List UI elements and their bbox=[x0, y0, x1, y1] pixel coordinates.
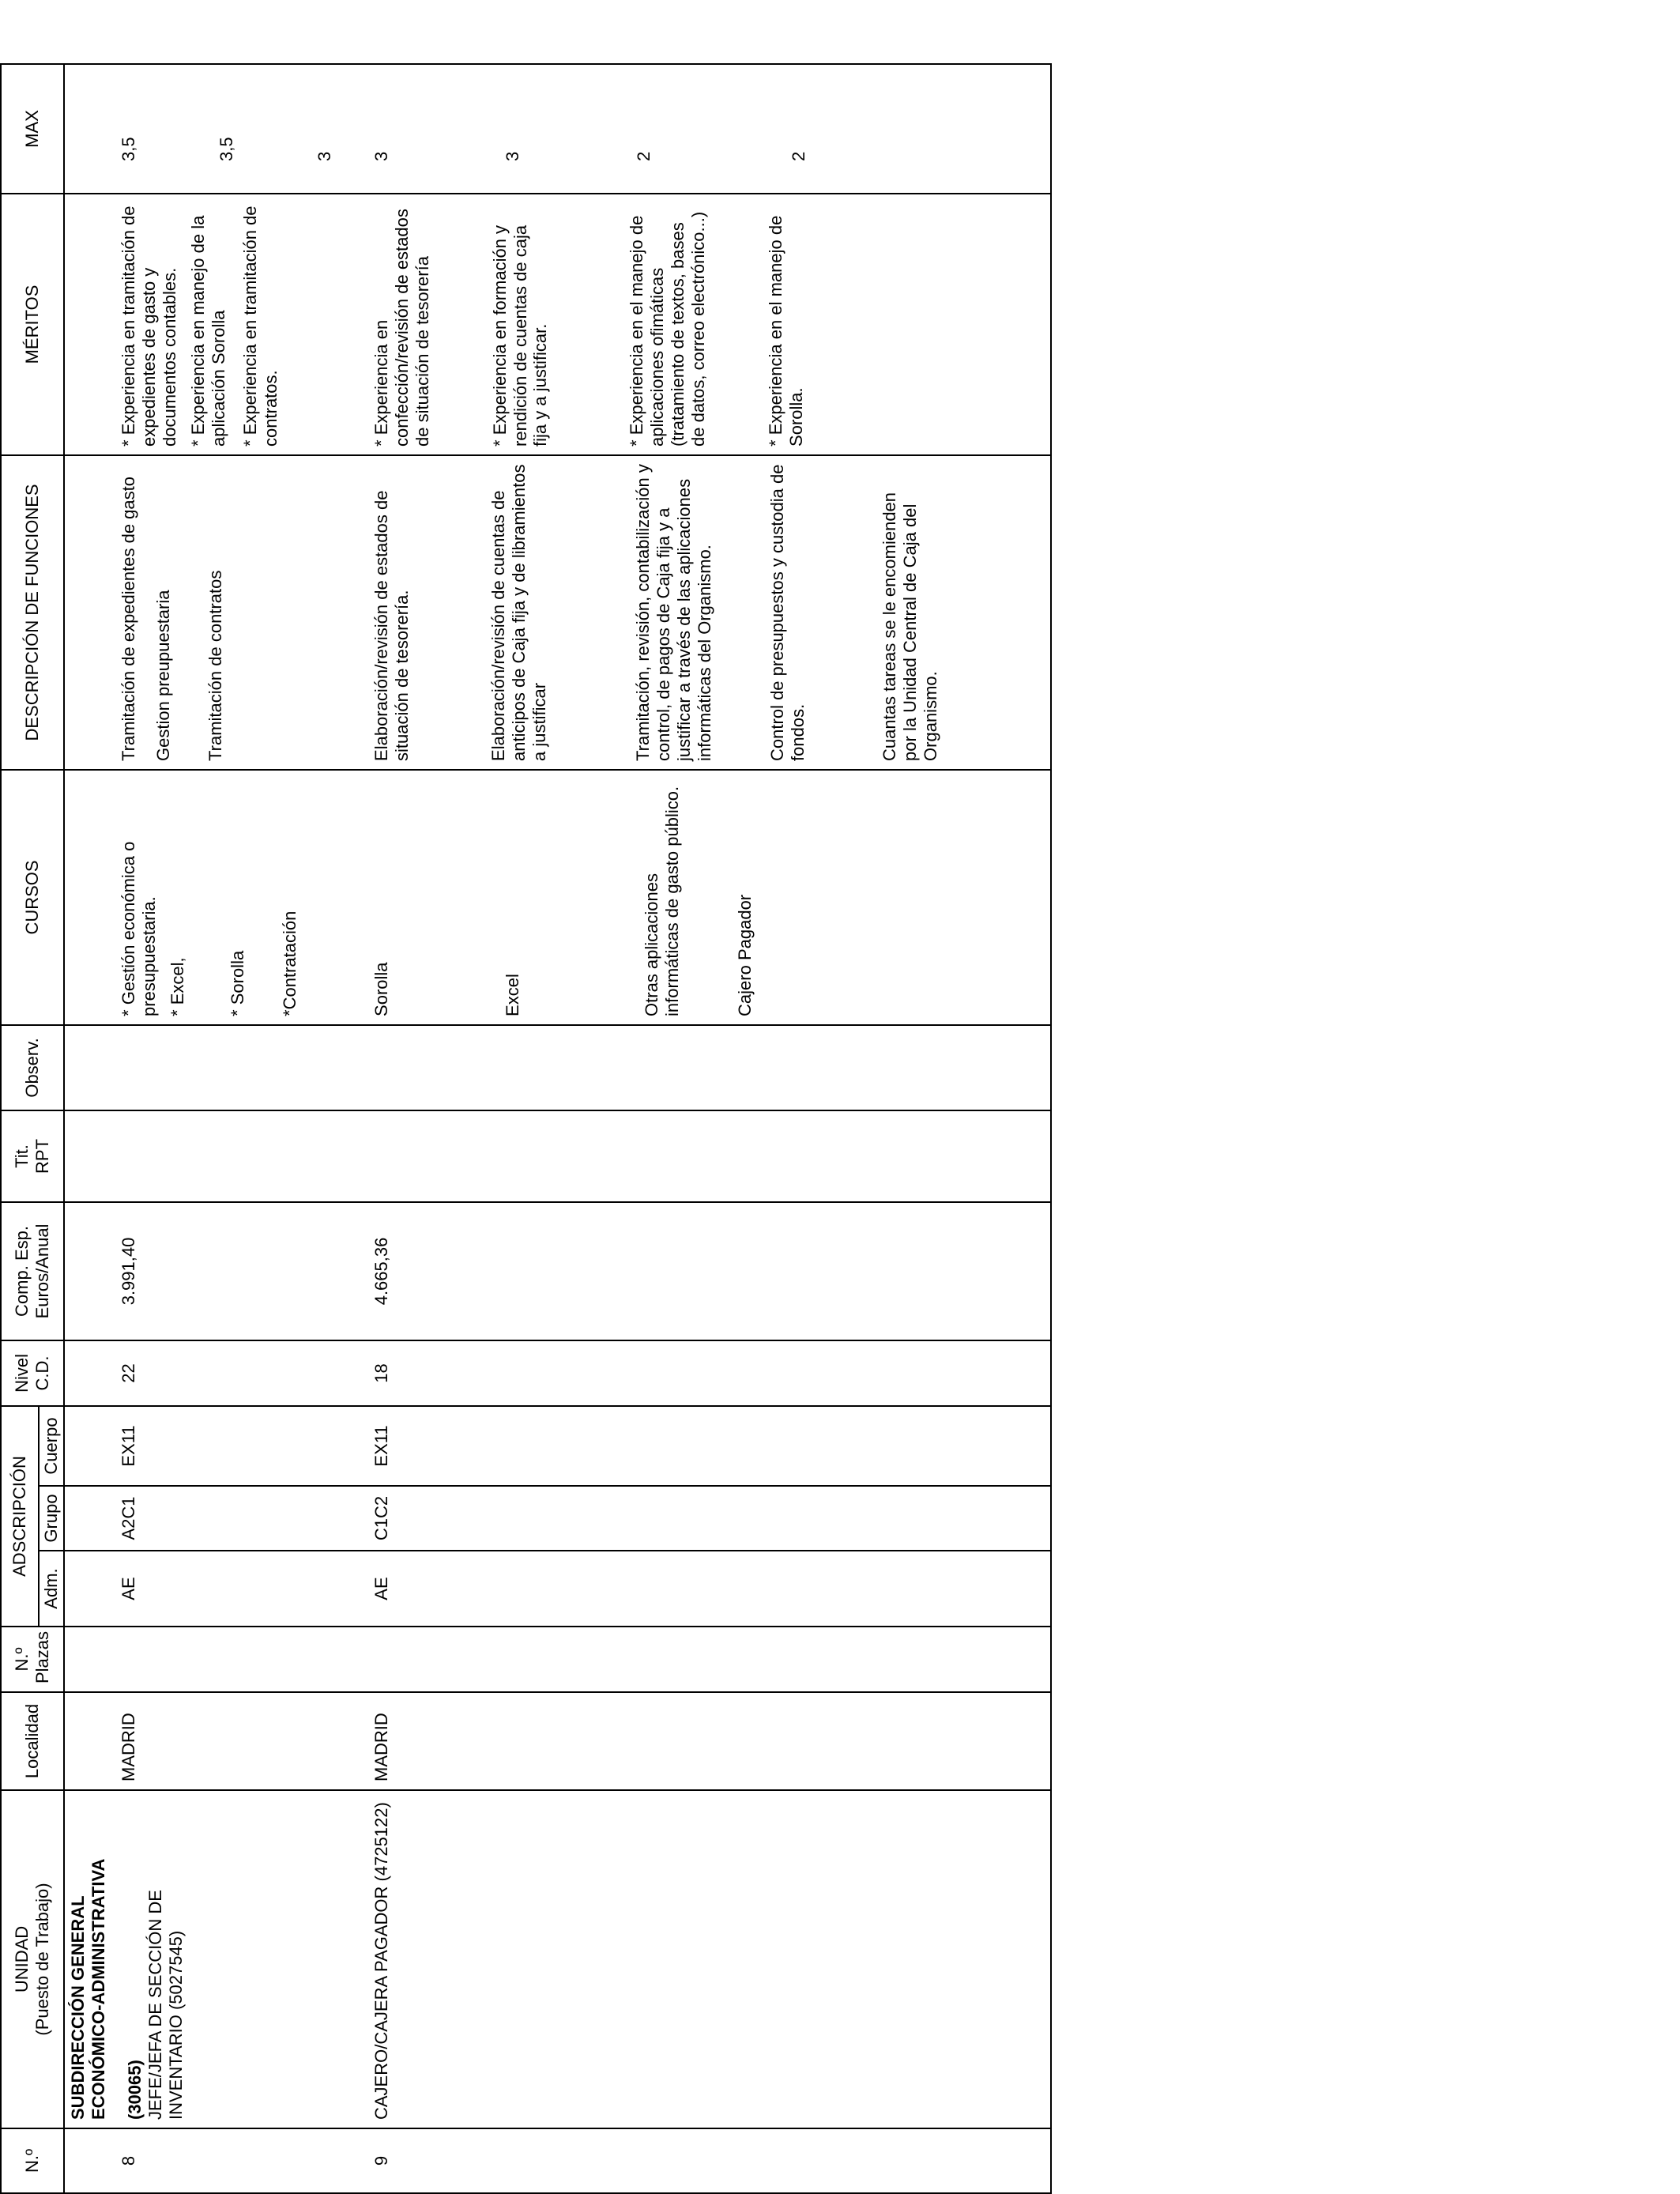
header-nivel-line2: C.D. bbox=[32, 1355, 52, 1391]
header-cursos: CURSOS bbox=[1, 770, 64, 1025]
row-tit bbox=[114, 1110, 340, 1202]
curso-item: Cajero Pagador bbox=[734, 894, 755, 1016]
unit-name bbox=[64, 1790, 114, 2128]
funcion-item: Cuantas tareas se le encomienden por la Unidad Central de Caja del Organismo. bbox=[880, 492, 941, 761]
row-cursos bbox=[340, 770, 946, 1025]
row-comp: 4.665,36 bbox=[340, 1202, 946, 1340]
header-localidad: Localidad bbox=[1, 1692, 64, 1790]
header-comp-line2: Euros/Anual bbox=[32, 1223, 52, 1319]
header-tit bbox=[1, 1110, 64, 1202]
funcion-item: Elaboración/revisión de estados de situación de tesorería. bbox=[371, 490, 412, 761]
funcion-item: Tramitación de expedientes de gasto bbox=[118, 477, 138, 761]
row-adm: AE bbox=[340, 1551, 946, 1627]
curso-item: * Excel, bbox=[167, 957, 187, 1016]
max-item: 2 bbox=[788, 151, 808, 161]
row-meritos bbox=[114, 194, 340, 455]
merito-item: * Experiencia en tramitación de expedientes de gasto y documentos contables. bbox=[118, 205, 179, 447]
funcion-item: Control de presupuestos y custodia de fondos. bbox=[767, 464, 808, 761]
row-cuerpo: EX11 bbox=[114, 1406, 340, 1486]
max-item: 3 bbox=[502, 151, 522, 161]
max-item: 2 bbox=[633, 151, 654, 161]
max-item: 3,5 bbox=[216, 137, 236, 161]
header-comp bbox=[1, 1202, 64, 1340]
header-tit-line1: Tit. bbox=[12, 1144, 32, 1168]
header-descripcion: DESCRIPCIÓN DE FUNCIONES bbox=[1, 455, 64, 770]
header-adm: Adm. bbox=[39, 1551, 64, 1627]
header-grupo: Grupo bbox=[39, 1486, 64, 1551]
max-item: 3 bbox=[314, 151, 334, 161]
curso-item: Otras aplicaciones informáticas de gasto público. bbox=[641, 786, 682, 1016]
row-comp: 3.991,40 bbox=[114, 1202, 340, 1340]
header-row bbox=[1, 64, 39, 2193]
header-observ: Observ. bbox=[1, 1025, 64, 1110]
row-plazas bbox=[340, 1627, 946, 1692]
merito-item: * Experiencia en formación y rendición de cuentas de caja fija y a justificar. bbox=[489, 224, 551, 447]
funcion-item: Tramitación, revisión, contabilización y control, de pagos de Caja fija y a justificar a través de las aplicaciones informáticas del Organismo. bbox=[633, 464, 715, 761]
funcion-item: Gestion preupuestaria bbox=[153, 590, 173, 761]
header-plazas-line1: N.º bbox=[12, 1647, 32, 1672]
row-grupo: C1C2 bbox=[340, 1486, 946, 1551]
header-nivel-line1: Nivel bbox=[12, 1354, 32, 1393]
merito-item: * Experiencia en manejo de la aplicación Sorolla bbox=[187, 215, 228, 447]
unit-code: (30065) bbox=[124, 2060, 145, 2120]
row-funciones bbox=[340, 455, 946, 770]
funcion-item: Tramitación de contratos bbox=[205, 570, 225, 761]
row-adm: AE bbox=[114, 1551, 340, 1627]
row-observ bbox=[114, 1025, 340, 1110]
curso-item: Sorolla bbox=[371, 962, 391, 1016]
header-unidad bbox=[1, 1790, 64, 2128]
row-observ bbox=[340, 1025, 946, 1110]
funcion-item: Elaboración/revisión de cuentas de anticipos de Caja fija y de libramientos a justificar bbox=[488, 464, 549, 761]
unit-name-line2: ECONÓMICO-ADMINISTRATIVA bbox=[88, 1858, 108, 2120]
curso-item: * Sorolla bbox=[227, 950, 247, 1016]
row-puesto-text: JEFE/JEFA DE SECCIÓN DE INVENTARIO (5027545) bbox=[145, 1890, 186, 2120]
header-plazas bbox=[1, 1627, 64, 1692]
header-max: MAX bbox=[1, 64, 64, 194]
header-num: N.º bbox=[1, 2128, 64, 2193]
row-puesto: CAJERO/CAJERA PAGADOR (4725122) bbox=[340, 1790, 946, 2128]
curso-item: *Contratación bbox=[279, 910, 299, 1016]
row-grupo: A2C1 bbox=[114, 1486, 340, 1551]
merito-item: * Experiencia en el manejo de aplicaciones ofimáticas (tratamiento de textos, bases de datos, correo electrónico...) bbox=[627, 211, 709, 447]
unit-row bbox=[64, 64, 114, 2193]
row-num: 8 bbox=[114, 2128, 340, 2193]
header-adscripcion: ADSCRIPCIÓN bbox=[1, 1406, 39, 1627]
row-meritos bbox=[340, 194, 946, 455]
row-puesto bbox=[114, 1790, 340, 2128]
row-cuerpo: EX11 bbox=[340, 1406, 946, 1486]
table-row bbox=[340, 64, 946, 2193]
max-item: 3,5 bbox=[118, 137, 138, 161]
row-tit bbox=[340, 1110, 946, 1202]
rpt-table bbox=[0, 63, 1052, 2194]
unit-name-line1: SUBDIRECCIÓN GENERAL bbox=[67, 1895, 88, 2120]
row-num: 9 bbox=[340, 2128, 946, 2193]
header-nivel bbox=[1, 1340, 64, 1406]
merito-item: * Experiencia en el manejo de Sorolla. bbox=[766, 215, 807, 447]
header-plazas-line2: Plazas bbox=[32, 1630, 52, 1683]
max-item: 3 bbox=[371, 151, 391, 161]
table-row-spacer bbox=[946, 64, 1051, 2193]
curso-item: * Gestión económica o presupuestaria. bbox=[118, 841, 159, 1016]
header-comp-line1: Comp. Esp. bbox=[12, 1226, 32, 1317]
header-cuerpo: Cuerpo bbox=[39, 1406, 64, 1486]
merito-item: * Experiencia en confección/revisión de estados de situación de tesorería bbox=[371, 209, 432, 447]
row-plazas bbox=[114, 1627, 340, 1692]
row-nivel: 22 bbox=[114, 1340, 340, 1406]
row-funciones bbox=[114, 455, 340, 770]
header-meritos: MÉRITOS bbox=[1, 194, 64, 455]
header-tit-line2: RPT bbox=[32, 1138, 52, 1174]
row-localidad: MADRID bbox=[114, 1692, 340, 1790]
row-nivel: 18 bbox=[340, 1340, 946, 1406]
header-unidad-line2: (Puesto de Trabajo) bbox=[32, 1883, 52, 2036]
merito-item: * Experiencia en tramitación de contratos. bbox=[239, 205, 281, 447]
row-localidad: MADRID bbox=[340, 1692, 946, 1790]
row-max bbox=[340, 64, 946, 194]
header-unidad-line1: UNIDAD bbox=[12, 1925, 32, 1993]
curso-item: Excel bbox=[502, 974, 522, 1016]
row-max bbox=[114, 64, 340, 194]
table-row bbox=[114, 64, 340, 2193]
row-cursos bbox=[114, 770, 340, 1025]
